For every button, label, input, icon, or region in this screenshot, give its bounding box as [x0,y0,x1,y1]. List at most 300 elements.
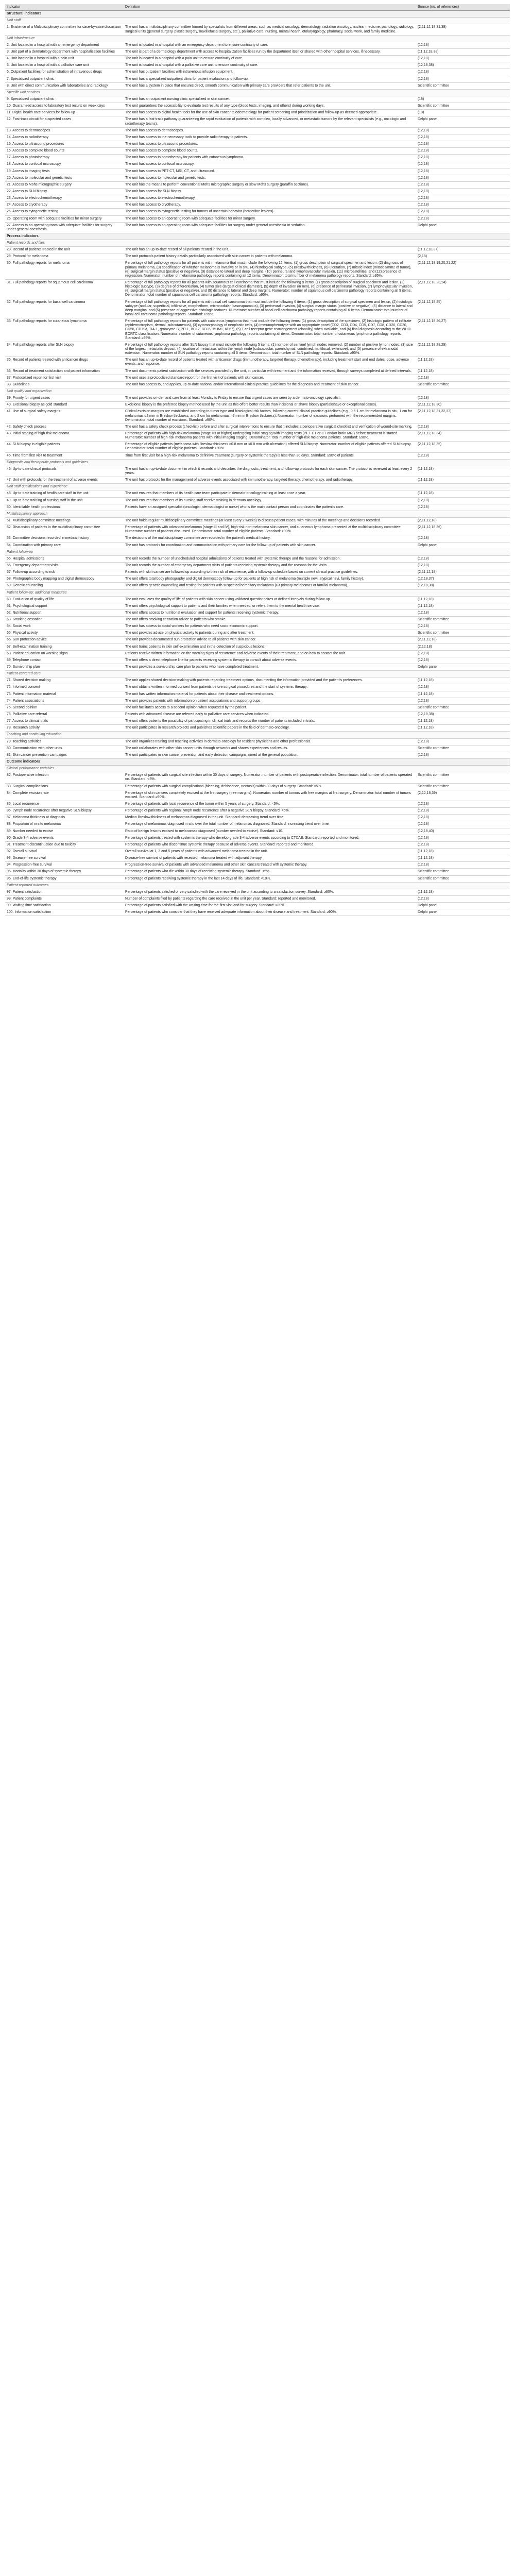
indicator-cell: 39. Priority for urgent cases [5,395,124,402]
source-cell: Scientific committee [416,617,510,623]
source-cell: (11,12,18) [416,691,510,698]
subsection-heading: Multidisciplinary approach [5,511,510,517]
definition-cell: The unit has a system in place that ensures direct, smooth communication with primary care providers that refer patients to the unit. [124,82,416,89]
source-cell: (2,11,12,18,25) [416,299,510,318]
source-cell: (2,11,12,18,28,29) [416,342,510,357]
indicator-cell: 62. Nutritional support [5,609,124,616]
indicator-cell: 100. Information satisfaction [5,909,124,916]
table-row [5,368,510,375]
definition-cell: The unit has access to confocal microscopy. [124,161,416,168]
table-row [5,76,510,82]
indicator-cell: 60. Evaluation of quality of life [5,596,124,603]
source-cell: (12,18,38) [416,62,510,69]
table-row [5,247,510,253]
source-cell: (2,11,12,18,31,38) [416,24,510,35]
source-cell: Scientific committee [416,875,510,882]
definition-cell: The unit offers genetic counseling and testing for patients with suspected hereditary melanoma (≥3 primary melanomas or familial melanoma). [124,583,416,589]
source-cell: (12,18) [416,497,510,504]
table-row [5,657,510,664]
indicator-cell: 97. Patient satisfaction [5,889,124,895]
table-row [5,381,510,388]
subsection-heading: Teaching and continuing education [5,732,510,738]
subsection-row [5,671,510,677]
indicator-cell: 47. Unit with protocols for the treatment of adverse events [5,477,124,484]
source-cell: Scientific committee [416,381,510,388]
subsection-row [5,511,510,517]
table-row [5,253,510,260]
definition-cell: Percentage of patients with surgical complications (bleeding, dehiscence, necrosis) within 30 days of surgery. Standard: <5%. [124,783,416,790]
definition-cell: The unit has access to complete blood counts. [124,148,416,155]
indicator-cell: 84. Complete excision rate [5,790,124,801]
definition-cell: The unit has access to an operating room with adequate facilities for surgery under general anesthesia or sedation. [124,222,416,233]
definition-cell: The unit protocols patient history details particularly associated with skin cancer in patients with melanoma. [124,253,416,260]
table-row [5,903,510,909]
definition-cell: Percentage of patients with regional lymph node recurrence after a negative SLN biopsy. Standard: <5%. [124,808,416,815]
indicator-cell: 7. Specialized outpatient clinic [5,76,124,82]
source-cell: (12,18) [416,562,510,569]
indicator-cell: 5. Unit located in a hospital with a palliative care unit [5,62,124,69]
table-row [5,62,510,69]
section-heading: Process indicators [5,233,510,240]
definition-cell: Percentage of full pathology reports for all patients with squamous cell carcinoma that must include the following 9 items: (1) gross description of surgical specimen and lesion, (2) histologic subtype, (3) degree of differentiation, (4) tumor size (largest clinical diameter), (5) depth of invasion (in mm), (6) presence of perineural invasion, (7) lymphovascular invasion, (8) surgical margin status (positive or negative), and (9) distance to lateral and deep margins. Numerator: number of squamous cell carcinoma pathology reports containing all 9 items. Denominator: total number of squamous cell carcinoma pathology reports. Standard: ≥95%. [124,280,416,299]
source-cell: (12,18) [416,808,510,815]
indicator-cell: 6. Outpatient facilities for administration of intravenous drugs [5,69,124,76]
definition-cell: The unit has an outpatient nursing clinic specialized in skin cancer. [124,96,416,103]
table-row [5,141,510,147]
indicator-cell: 94. Progression-free survival [5,862,124,869]
definition-cell: The unit has protocols for coordination and communication with primary care for the follow-up of patients with skin cancer. [124,542,416,549]
source-cell: (12,18) [416,684,510,691]
indicator-cell: 56. Emergency department visits [5,562,124,569]
definition-cell: Percentage of patients who consider that they have received adequate information about their disease and treatment. Standard: ≥90%. [124,909,416,916]
indicator-cell: 66. Sun protection advice [5,637,124,643]
source-cell: (18) [416,110,510,116]
table-row [5,56,510,62]
table-row [5,745,510,752]
subsection-heading: Patient follow-up: additional measures [5,589,510,596]
table-row [5,583,510,589]
table-row [5,821,510,828]
table-row [5,828,510,835]
table-row [5,409,510,423]
indicator-cell: 77. Access to clinical trials [5,718,124,725]
source-cell: (2,11,12,18) [416,517,510,524]
definition-cell: The unit holds regular multidisciplinary committee meetings (at least every 2 weeks) to discuss patient cases, with minutes of the meetings and decisions recorded. [124,517,416,524]
indicator-cell: 64. Social work [5,623,124,630]
definition-cell: The unit has a multidisciplinary committee formed by specialists from different areas, such as medical oncology, dermatology, radiation oncology, nuclear medicine, pathology, radiology, surgical units (general surgery, plastic surgery, maxillofacial surgery, etc.), palliative care, nursing, mental health, otolaryngology, pharmacy, social work, and family medicine. [124,24,416,35]
source-cell: (12,18) [416,423,510,430]
table-row [5,524,510,535]
indicator-cell: 58. Photographic body mapping and digital dermoscopy [5,576,124,583]
indicator-cell: 65. Physical activity [5,630,124,637]
source-cell: Delphi panel [416,116,510,127]
indicator-cell: 25. Access to cytogenetic testing [5,209,124,215]
table-row [5,299,510,318]
indicator-cell: 99. Waiting time satisfaction [5,903,124,909]
subsection-heading: Patient follow-up [5,549,510,555]
table-row [5,318,510,342]
table-row [5,535,510,542]
indicator-cell: 4. Unit located in a hospital with a pain unit [5,56,124,62]
table-row [5,875,510,882]
table-row [5,704,510,711]
indicator-cell: 44. SLN biopsy in eligible patients [5,442,124,452]
table-row [5,497,510,504]
definition-cell: The unit offers smoking cessation advice to patients who smoke. [124,617,416,623]
definition-cell: The unit has the means to perform conventional Mohs micrographic surgery or slow Mohs surgery (paraffin sections). [124,181,416,188]
header-row [5,4,510,11]
source-cell: (12,18) [416,738,510,745]
indicator-cell: 30. Full pathology reports for melanoma [5,260,124,280]
indicator-cell: 69. Telephone contact [5,657,124,664]
indicator-cell: 24. Access to cryotherapy [5,202,124,209]
subsection-heading: Unit staff [5,18,510,24]
source-cell: (11,12,18) [416,677,510,684]
definition-cell: Patients with advanced disease are referred early to palliative care services when indicated. [124,711,416,718]
definition-cell: The unit has access to molecular and genetic tests. [124,175,416,181]
definition-cell: The unit offers patients the possibility of participating in clinical trials and records the number of patients included in trials. [124,718,416,725]
table-row [5,442,510,452]
table-row [5,127,510,134]
source-cell: (12,18) [416,862,510,869]
table-row [5,815,510,821]
table-row [5,215,510,222]
source-cell: (12,18) [416,42,510,48]
source-cell: (2,11,12,18,35) [416,442,510,452]
subsection-row [5,459,510,466]
table-row [5,555,510,562]
indicator-cell: 26. Operating room with adequate facilities for minor surgery [5,215,124,222]
definition-cell: The unit has access for SLN biopsy. [124,188,416,195]
table-row [5,175,510,181]
definition-cell: The unit has written information material for patients about their disease and treatment options. [124,691,416,698]
definition-cell: The unit guarantees the accessibility to evaluate test results of any type (blood tests, imaging, and others) during working days. [124,103,416,110]
definition-cell: The unit participates in skin cancer prevention and early detection campaigns aimed at the general population. [124,752,416,758]
table-row [5,869,510,875]
definition-cell: Percentage of full pathology reports for all patients with basal cell carcinoma that must include the following 6 items: (1) gross description of surgical specimen and lesion, (2) histologic subtype (nodular, superficial, infiltrative, morpheiform, micronodular, basosquamous), (3) perineural invasion, (4) surgical margin status (positive or negative), (5) distance to lateral and deep margins, and (6) presence of aggressive histologic features. Numerator: number of basal cell carcinoma pathology reports containing all 6 items. Denominator: total number of basal cell carcinoma pathology reports. Standard: ≥95%. [124,299,416,318]
indicator-cell: 20. Access to molecular and genetic tests [5,175,124,181]
table-row [5,718,510,725]
table-row [5,835,510,841]
indicator-cell: 76. Palliative care referral [5,711,124,718]
indicator-cell: 14. Access to radiotherapy [5,134,124,141]
definition-cell: The unit participates in research projects and publishes scientific papers in the field of dermato-oncology. [124,725,416,732]
source-cell: (2,11,12,18,19,20,21,22) [416,260,510,280]
definition-cell: Percentage of melanomas diagnosed in situ over the total number of melanomas diagnosed. Standard: increasing trend over time. [124,821,416,828]
indicator-cell: 61. Psychological support [5,603,124,609]
source-cell: (2,12,18) [416,643,510,650]
indicator-cell: 45. Time from first visit to treatment [5,452,124,459]
source-cell: (12,18) [416,815,510,821]
table-row [5,617,510,623]
source-cell: (12,18) [416,76,510,82]
source-cell: (11,12,18) [416,725,510,732]
quality-indicators-table [5,4,510,916]
indicator-cell: 50. Identifiable health professional [5,504,124,511]
subsection-heading: Patient-reported outcomes [5,882,510,889]
definition-cell: Percentage of patients satisfied with the waiting time for the first visit and for surgery. Standard: ≥80%. [124,903,416,909]
source-cell: (12,18) [416,209,510,215]
definition-cell: The unit provides on-demand care from at least Monday to Friday to ensure that urgent cases are seen by a dermato-oncology specialist. [124,395,416,402]
definition-cell: The unit evaluates the quality of life of patients with skin cancer using validated questionnaires at defined intervals during follow-up. [124,596,416,603]
table-row [5,490,510,497]
indicator-cell: 21. Access to Mohs micrographic surgery [5,181,124,188]
source-cell: (12,18) [416,821,510,828]
table-row [5,808,510,815]
definition-cell: The unit has access to dermoscopes. [124,127,416,134]
definition-cell: Percentage of patients with advanced melanoma (stage III and IV), high-risk non-melanoma skin cancer, and cutaneous lymphoma presented at the multidisciplinary committee. Numerator: number of patients discussed. Denominator: total number of eligible patients. Standard: ≥90%. [124,524,416,535]
indicator-cell: 87. Melanoma thickness at diagnosis [5,815,124,821]
source-cell: (12,18) [416,195,510,202]
definition-cell: The unit has a fast-track pathway guaranteeing the rapid evaluation of patients with complex, locally advanced, or metastatic tumors by the relevant specialists (e.g., oncologic and radiotherapy teams). [124,116,416,127]
table-row [5,402,510,409]
indicator-cell: 70. Survivorship plan [5,664,124,671]
definition-cell: The unit offers access to nutritional evaluation and support for patients receiving systemic therapy. [124,609,416,616]
source-cell: (12,18) [416,623,510,630]
table-row [5,801,510,808]
definition-cell: The unit facilitates access to a second opinion when requested by the patient. [124,704,416,711]
table-row [5,202,510,209]
source-cell: Scientific committee [416,82,510,89]
indicator-cell: 79. Teaching activities [5,738,124,745]
source-cell: (12,18) [416,801,510,808]
header-definition: Definition [124,4,416,11]
section-row [5,759,510,766]
definition-cell: Percentage of patients satisfied or very satisfied with the care received in the unit according to a satisfaction survey. Standard: ≥80%. [124,889,416,895]
source-cell: (12,18) [416,395,510,402]
source-cell: (12,18) [416,202,510,209]
indicator-cell: 33. Full pathology reports for cutaneous lymphoma [5,318,124,342]
indicator-cell: 81. Skin cancer prevention campaigns [5,752,124,758]
definition-cell: The unit has a specialized outpatient clinic for patient evaluation and follow-up. [124,76,416,82]
table-row [5,603,510,609]
subsection-row [5,732,510,738]
header-indicator: Indicator [5,4,124,11]
definition-cell: The unit has an up-to-date document in which it records and describes the diagnostic, treatment, and follow-up protocols for each skin cancer. The protocol is reviewed at least every 2 years. [124,466,416,477]
subsection-row [5,549,510,555]
table-row [5,504,510,511]
definition-cell: Time from first visit for a high-risk melanoma to definitive treatment (surgery or systemic therapy) is less than 30 days. Standard: ≥90% of patients. [124,452,416,459]
definition-cell: The unit collaborates with other skin cancer units through networks and shares experiences and results. [124,745,416,752]
table-row [5,569,510,576]
source-cell: (11,12,18) [416,477,510,484]
indicator-cell: 42. Safety check process [5,423,124,430]
indicator-cell: 96. End-of-life systemic therapy [5,875,124,882]
table-row [5,148,510,155]
definition-cell: The unit offers a direct telephone line for patients receiving systemic therapy to consult about adverse events. [124,657,416,664]
definition-cell: The unit has outpatient facilities with intravenous infusion equipment. [124,69,416,76]
definition-cell: The unit has an up-to-date record of all patients treated in the unit. [124,247,416,253]
table-row [5,110,510,116]
table-row [5,664,510,671]
header-source: Source (no. of references) [416,4,510,11]
definition-cell: The unit has access to an operating room with adequate facilities for minor surgery. [124,215,416,222]
indicator-cell: 46. Up-to-date clinical protocols [5,466,124,477]
table-row [5,909,510,916]
definition-cell: The unit documents patient satisfaction with the services provided by the unit, in particular with treatment and the information received, through surveys completed at defined intervals. [124,368,416,375]
source-cell: (12,18) [416,452,510,459]
indicator-cell: 43. Initial staging of high-risk melanoma [5,430,124,441]
indicator-cell: 59. Genetic counseling [5,583,124,589]
indicator-cell: 51. Multidisciplinary committee meetings [5,517,124,524]
indicator-cell: 13. Access to dermoscopes [5,127,124,134]
definition-cell: The unit is located in a hospital with a palliative care unit to ensure continuity of care. [124,62,416,69]
table-row [5,69,510,76]
table-row [5,342,510,357]
indicator-cell: 48. Up-to-date training of health care staff in the unit [5,490,124,497]
definition-cell: Patients receive written information on the warning signs of recurrence and adverse events of their treatment, and on how to contact the unit. [124,650,416,657]
table-row [5,684,510,691]
source-cell: (11,12,18,37) [416,247,510,253]
indicator-table-container [5,4,510,916]
indicator-cell: 41. Use of surgical safety margins [5,409,124,423]
definition-cell: The unit provides a survivorship care plan to patients who have completed treatment. [124,664,416,671]
source-cell: (12,18) [416,535,510,542]
table-row [5,42,510,48]
subsection-row [5,18,510,24]
source-cell: (12,18) [416,609,510,616]
subsection-row [5,589,510,596]
table-row [5,752,510,758]
definition-cell: Ratio of benign lesions excised to melanomas diagnosed (number needed to excise). Standard: ≤10. [124,828,416,835]
table-row [5,562,510,569]
definition-cell: The unit has access to the necessary tools to provide radiotherapy to patients. [124,134,416,141]
indicator-cell: 34. Full pathology reports after SLN biopsy [5,342,124,357]
definition-cell: Progression-free survival of patients with advanced melanoma and other skin cancers treated with systemic therapy. [124,862,416,869]
indicator-cell: 71. Shared decision making [5,677,124,684]
indicator-cell: 95. Mortality within 30 days of systemic therapy [5,869,124,875]
indicator-cell: 8. Unit with direct communication with laboratories and radiology [5,82,124,89]
indicator-cell: 88. Proportion of in situ melanoma [5,821,124,828]
definition-cell: The unit has access to, and applies, up-to-date national and/or international clinical practice guidelines for the diagnosis and treatment of skin cancer. [124,381,416,388]
indicator-cell: 68. Patient education on warning signs [5,650,124,657]
definition-cell: The unit is located in a hospital with an emergency department to ensure continuity of care. [124,42,416,48]
subsection-heading: Unit infrastructure [5,35,510,42]
definition-cell: The unit has access to cryotherapy. [124,202,416,209]
source-cell: Delphi panel [416,542,510,549]
source-cell: (12,18) [416,835,510,841]
definition-cell: The unit offers total body photography and digital dermoscopy follow-up for patients at high risk of melanoma (multiple nevi, atypical nevi, family history). [124,576,416,583]
indicator-cell: 90. Grade 3-4 adverse events [5,835,124,841]
definition-cell: The unit applies shared decision-making with patients regarding treatment options, documenting the information provided and the patient's preferences. [124,677,416,684]
table-row [5,209,510,215]
indicator-cell: 85. Local recurrence [5,801,124,808]
table-row [5,222,510,233]
source-cell: (12,18) [416,56,510,62]
subsection-row [5,882,510,889]
indicator-cell: 18. Access to confocal microscopy [5,161,124,168]
source-cell: (12,18) [416,127,510,134]
definition-cell: Excisional biopsy is the preferred biopsy method used by the unit as this offers better results than incisional or shave biopsy (partial/shave or exceptional cases). [124,402,416,409]
definition-cell: The unit has access to PET-CT, MRI, CT, and ultrasound. [124,168,416,175]
definition-cell: The unit trains patients in skin self-examination and in the detection of suspicious lesions. [124,643,416,650]
table-row [5,790,510,801]
indicator-cell: 92. Overall survival [5,848,124,855]
subsection-row [5,484,510,490]
table-row [5,609,510,616]
source-cell: (12,18) [416,148,510,155]
definition-cell: The unit has access to social workers for patients who need socio-economic support. [124,623,416,630]
source-cell: (2,11,12,18) [416,569,510,576]
indicator-cell: 29. Protocol for melanoma [5,253,124,260]
definition-cell: The unit has access to digital health tools for the use of skin cancer teledermatology for patient screening and prioritization and follow-up as deemed appropriate. [124,110,416,116]
indicator-cell: 93. Disease-free survival [5,855,124,862]
subsection-heading: Unit staff qualifications and experience [5,484,510,490]
source-cell: (12,18) [416,752,510,758]
table-row [5,725,510,732]
source-cell: (11,12,18) [416,466,510,477]
source-cell: (11,12,18) [416,596,510,603]
table-row [5,772,510,783]
subsection-row [5,388,510,395]
indicator-cell: 11. Digital health care services for follow-up [5,110,124,116]
indicator-cell: 63. Smoking cessation [5,617,124,623]
definition-cell: The unit has access to cytogenetic testing for tumors of uncertain behavior (borderline lesions). [124,209,416,215]
source-cell: Scientific committee [416,783,510,790]
subsection-row [5,766,510,772]
indicator-cell: 27. Access to an operating room with adequate facilities for surgery under general anesthesia [5,222,124,233]
definition-cell: Percentage of full pathology reports for all patients with melanoma that must include the following 12 items: (1) gross description of surgical specimen and lesion, (2) diagnosis of primary melanoma, (3) specification of whether melanoma is invasive or in situ, (4) histological subtype, (5) Breslow thickness, (6) ulceration, (7) mitotic index (mitoses/mm2 of tumor), (8) surgical margin status (positive or negative), (9) distance to lateral and deep margins, (10) perineural and lymphovascular invasion, (11) microsatellites, and (12) presence of regression. Numerator: number of melanoma pathology reports containing all 12 items. Denominator: total number of melanoma pathology reports. Standard: ≥95%. [124,260,416,280]
source-cell: (2,11,12,18) [416,637,510,643]
indicator-cell: 83. Surgical complications [5,783,124,790]
source-cell: (12,18,37) [416,576,510,583]
source-cell: Delphi panel [416,664,510,671]
table-row [5,280,510,299]
definition-cell: Percentage of patients with surgical site infection within 30 days of surgery. Numerator: number of patients with postoperative infection. Denominator: total number of patients operated on. Standard: <5%. [124,772,416,783]
subsection-heading: Diagnostic and therapeutic protocols and guidelines [5,459,510,466]
definition-cell: Percentage of patients who discontinue systemic therapy because of adverse events. Standard: reported and monitored. [124,841,416,848]
source-cell: (11,12,18) [416,603,510,609]
subsection-heading: Specific unit services [5,89,510,96]
definition-cell: The unit provides documented sun protection advice to all patients with skin cancer. [124,637,416,643]
source-cell: (12,18) [416,555,510,562]
table-row [5,395,510,402]
source-cell: (11,12,18) [416,848,510,855]
table-row [5,195,510,202]
definition-cell: Overall survival at 1, 3 and 5 years of patients with advanced melanoma treated in the unit. [124,848,416,855]
source-cell: (12,18) [416,141,510,147]
source-cell: (11,12,18) [416,855,510,862]
table-row [5,711,510,718]
definition-cell: Median Breslow thickness of melanomas diagnosed in the unit. Standard: decreasing trend over time. [124,815,416,821]
definition-cell: Percentage of patients treated with systemic therapy who develop grade 3-4 adverse events according to CTCAE. Standard: reported and monitored. [124,835,416,841]
table-row [5,630,510,637]
table-row [5,517,510,524]
definition-cell: Patients have an assigned specialist (oncologist, dermatologist or nurse) who is the main contact person and coordinates the patient's care. [124,504,416,511]
indicator-cell: 35. Record of patients treated with anticancer drugs [5,357,124,368]
indicator-cell: 9. Specialized outpatient clinic [5,96,124,103]
indicator-cell: 86. Lymph node recurrence after negative SLN biopsy [5,808,124,815]
indicator-cell: 54. Coordination with primary care [5,542,124,549]
definition-cell: The unit has an up-to-date record of patients treated with anticancer drugs (immunotherapy, targeted therapy, chemotherapy), including treatment start and end dates, dose, adverse events, and response. [124,357,416,368]
source-cell: (12,18) [416,134,510,141]
table-row [5,134,510,141]
source-cell: (12,18,40) [416,828,510,835]
definition-cell: The unit is part of a dermatology department with access to hospitalization facilities run by the department itself or shared with other hospital services, if necessary. [124,48,416,55]
definition-cell: The unit has access to phototherapy for patients with cutaneous lymphoma. [124,155,416,161]
source-cell: (11,12,18) [416,490,510,497]
section-heading: Outcome indicators [5,759,510,766]
table-row [5,188,510,195]
table-row [5,889,510,895]
definition-cell: Clinical excision margins are established according to tumor type and histological risk factors, following current clinical practice guidelines (e.g., 0.5-1 cm for melanoma in situ, 1 cm for melanomas ≤2 mm in Breslow thickness, and 2 cm for melanomas >2 mm in Breslow thickness). Numerator: number of excisions performed with the recommended margins. Denominator: total number of excisions. Standard: ≥90%. [124,409,416,423]
indicator-cell: 40. Excisional biopsy as gold standard [5,402,124,409]
source-cell: Scientific committee [416,704,510,711]
definition-cell: Percentage of full pathology reports after SLN biopsy that must include the following 5 items: (1) number of sentinel lymph nodes removed, (2) number of positive lymph nodes, (3) size of the largest metastatic deposit, (4) location of metastasis within the lymph node (subcapsular, parenchymal, combined, multifocal, extensive), and (5) presence of extranodal extension. Numerator: number of SLN pathology reports containing all 5 items. Denominator: total number of SLN pathology reports. Standard: ≥95%. [124,342,416,357]
source-cell: Scientific committee [416,103,510,110]
indicator-cell: 17. Access to phototherapy [5,155,124,161]
indicator-cell: 31. Full pathology reports for squamous cell carcinoma [5,280,124,299]
